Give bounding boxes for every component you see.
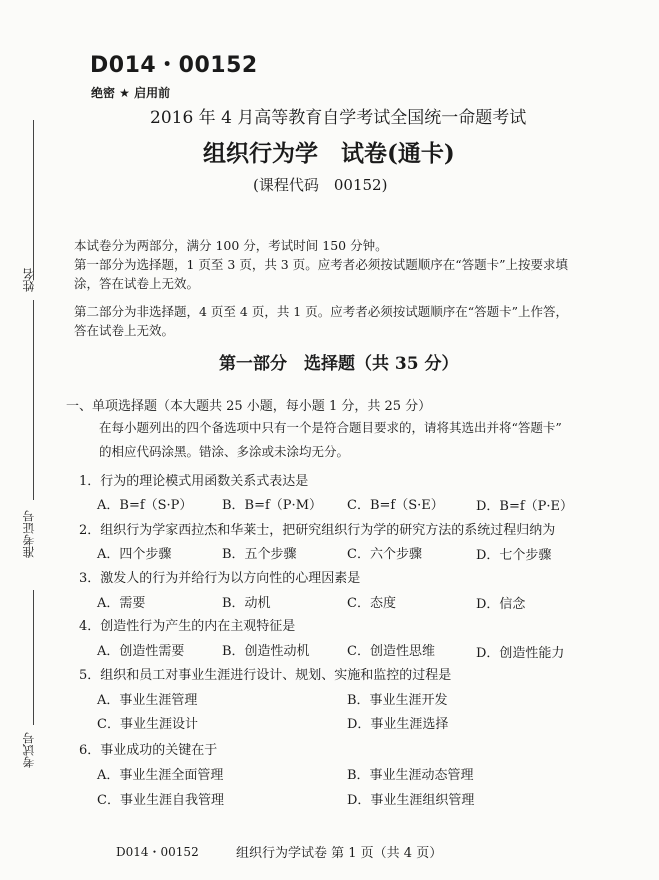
option-a: A．事业生涯全面管理 [97, 768, 224, 783]
question-stem: 6．事业成功的关键在于 [79, 743, 218, 758]
option-d: D．七个步骤 [476, 548, 552, 563]
option-a: A．事业生涯管理 [97, 693, 198, 708]
section-instruction-1: 在每小题列出的四个备选项中只有一个是符合题目要求的，请将其选出并将“答题卡” [99, 420, 562, 435]
option-b: B．动机 [222, 596, 271, 611]
question-stem: 1．行为的理论模式用函数关系式表达是 [79, 474, 309, 489]
option-c: C．创造性思维 [347, 644, 435, 659]
option-a: A．四个步骤 [97, 547, 172, 562]
option-c: C．事业生涯设计 [97, 717, 198, 732]
option-b: B．事业生涯动态管理 [347, 768, 474, 783]
intro-line-3: 涂，答在试卷上无效。 [74, 276, 200, 291]
secrecy-mark: 绝密 ★ 启用前 [91, 86, 171, 100]
id-label: 准考证号 [22, 510, 36, 558]
option-c: C．事业生涯自我管理 [97, 793, 224, 808]
option-a: A．B=f（S·P） [97, 498, 193, 513]
option-c: C．B=f（S·E） [347, 498, 444, 513]
question-stem: 5．组织和员工对事业生涯进行设计、规划、实施和监控的过程是 [79, 668, 452, 683]
exam-code: D014・00152 [90, 53, 258, 78]
footer-page: 组织行为学试卷 第 1 页（共 4 页） [236, 846, 443, 861]
intro-line-2: 第一部分为选择题，1 页至 3 页，共 3 页。应考者必须按试题顺序在“答题卡”上按要求填 [74, 257, 569, 272]
binding-line-top [33, 120, 34, 280]
option-d: D．事业生涯组织管理 [347, 793, 475, 808]
subject-title: 组织行为学 试卷(通卡) [203, 140, 455, 167]
option-b: B．创造性动机 [222, 644, 310, 659]
option-d: D．信念 [476, 597, 526, 612]
section-instruction-2: 的相应代码涂黑。错涂、多涂或未涂均无分。 [99, 444, 350, 459]
option-a: A．创造性需要 [97, 644, 185, 659]
option-b: B．事业生涯开发 [347, 693, 448, 708]
section-heading: 一、单项选择题（本大题共 25 小题，每小题 1 分，共 25 分） [66, 399, 432, 414]
option-a: A．需要 [97, 596, 146, 611]
exam-title: 2016 年 4 月高等教育自学考试全国统一命题考试 [150, 108, 527, 128]
option-d: D．事业生涯选择 [347, 717, 449, 732]
option-b: B．五个步骤 [222, 547, 297, 562]
binding-line-name [33, 300, 34, 500]
name-label: 姓名 [22, 268, 36, 292]
option-d: D．创造性能力 [476, 646, 565, 661]
option-b: B．B=f（P·M） [222, 498, 323, 513]
course-code: (课程代码 00152) [253, 176, 388, 194]
question-stem: 3．激发人的行为并给行为以方向性的心理因素是 [79, 571, 361, 586]
footer-code: D014・00152 [116, 845, 199, 859]
seat-label: 考试号 [22, 732, 36, 768]
option-c: C．态度 [347, 596, 396, 611]
question-stem: 4．创造性行为产生的内在主观特征是 [79, 619, 296, 634]
intro-line-4: 第二部分为非选择题，4 页至 4 页，共 1 页。应考者必须按试题顺序在“答题卡”上作答， [74, 304, 569, 319]
part-one-title: 第一部分 选择题（共 35 分） [219, 354, 459, 374]
option-c: C．六个步骤 [347, 547, 422, 562]
question-stem: 2．组织行为学家西拉杰和华莱士，把研究组织行为学的研究方法的系统过程归纳为 [79, 523, 556, 538]
intro-line-1: 本试卷分为两部分，满分 100 分，考试时间 150 分钟。 [74, 238, 388, 253]
binding-line-id [33, 590, 34, 725]
intro-line-5: 答在试卷上无效。 [74, 323, 175, 338]
option-d: D．B=f（P·E） [476, 499, 574, 514]
